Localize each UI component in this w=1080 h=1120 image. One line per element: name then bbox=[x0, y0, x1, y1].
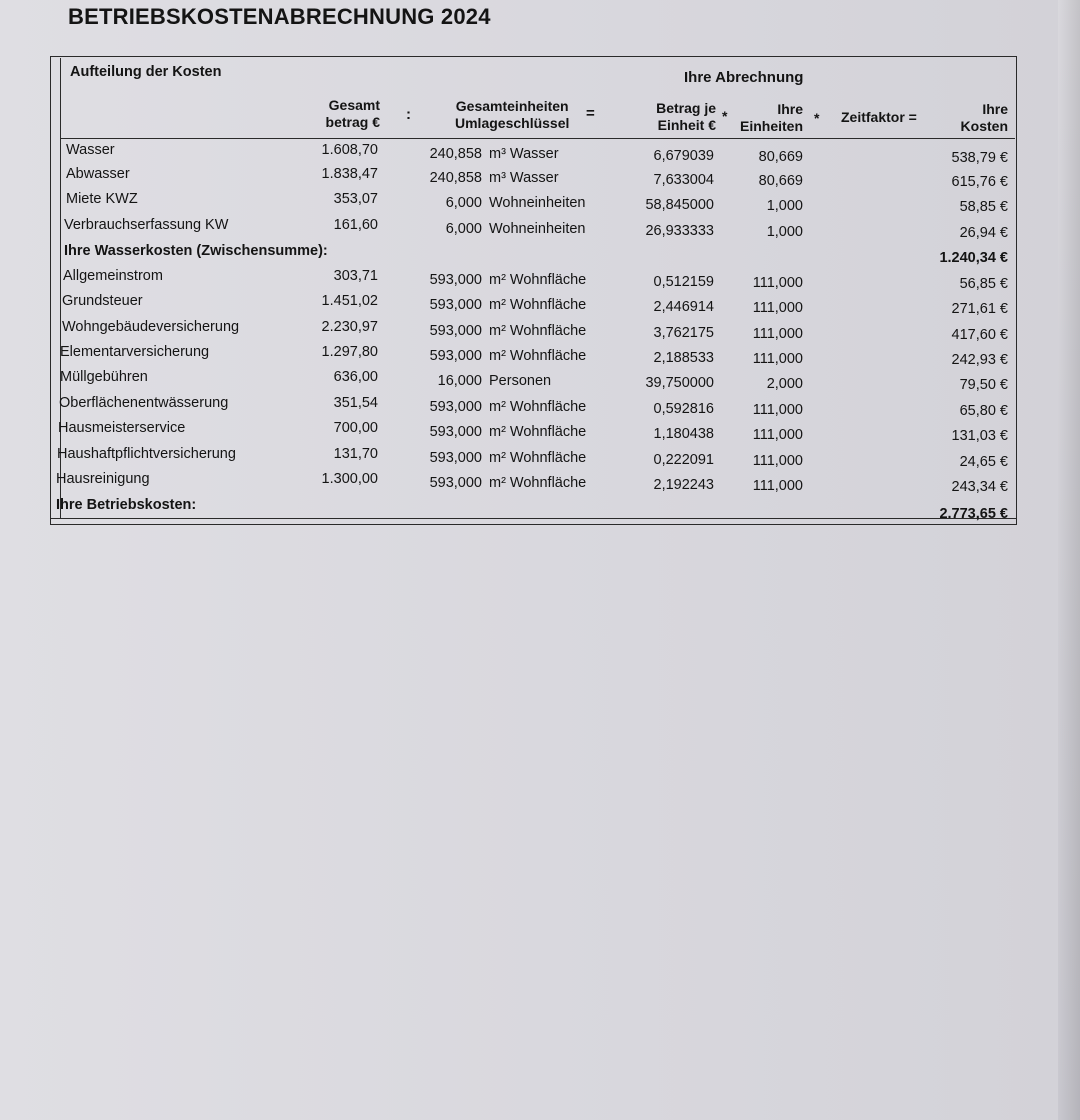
row-label: Abwasser bbox=[66, 166, 130, 182]
header-ihre-einheiten bbox=[740, 101, 803, 135]
row-ihre-einheiten: 1,000 bbox=[766, 198, 803, 214]
header-gesamtbetrag bbox=[326, 97, 380, 131]
row-gesamteinheiten: 593,000 bbox=[429, 348, 482, 364]
row-ihre-kosten: 79,50 € bbox=[959, 377, 1008, 393]
row-label: Hausmeisterservice bbox=[58, 420, 186, 436]
row-betrag-je-einheit: 0,592816 bbox=[653, 401, 714, 417]
row-ihre-kosten: 58,85 € bbox=[959, 199, 1008, 215]
row-umlageschluessel: m² Wohnfläche bbox=[489, 475, 587, 491]
row-gesamtbetrag: 303,71 bbox=[333, 268, 378, 284]
header-ihre-einheiten-line2: Einheiten bbox=[740, 118, 804, 134]
row-ihre-einheiten: 2,000 bbox=[766, 376, 803, 392]
row-label: Allgemeinstrom bbox=[63, 268, 163, 284]
header-separator bbox=[60, 138, 1015, 139]
row-gesamtbetrag: 1.297,80 bbox=[321, 344, 378, 360]
row-gesamtbetrag: 353,07 bbox=[333, 191, 378, 207]
header-betrag-je-line1: Betrag je bbox=[656, 100, 716, 116]
row-betrag-je-einheit: 3,762175 bbox=[653, 325, 714, 341]
row-ihre-einheiten: 111,000 bbox=[752, 300, 803, 316]
row-gesamteinheiten: 593,000 bbox=[429, 475, 482, 491]
row-umlageschluessel: m² Wohnfläche bbox=[489, 348, 587, 364]
row-gesamtbetrag: 1.300,00 bbox=[321, 471, 378, 487]
row-gesamtbetrag: 700,00 bbox=[333, 420, 378, 436]
row-gesamteinheiten: 240,858 bbox=[429, 146, 482, 162]
row-umlageschluessel: m³ Wasser bbox=[489, 146, 559, 162]
header-ihre-kosten bbox=[961, 101, 1008, 135]
operator-multiply-2: * bbox=[814, 110, 820, 126]
header-gesamteinheiten-line2: Umlageschlüssel bbox=[455, 115, 570, 131]
row-gesamteinheiten: 593,000 bbox=[429, 399, 482, 415]
row-gesamteinheiten: 593,000 bbox=[429, 272, 482, 288]
row-ihre-einheiten: 1,000 bbox=[766, 224, 803, 240]
subtotal-label: Ihre Wasserkosten (Zwischensumme): bbox=[64, 243, 328, 259]
total-value: 2.773,65 € bbox=[939, 506, 1008, 522]
row-betrag-je-einheit: 0,222091 bbox=[653, 452, 714, 468]
row-umlageschluessel: m³ Wasser bbox=[489, 170, 559, 186]
subtotal-value: 1.240,34 € bbox=[939, 250, 1008, 266]
header-zeitfaktor: Zeitfaktor = bbox=[841, 109, 917, 125]
row-ihre-einheiten: 80,669 bbox=[758, 173, 803, 189]
header-gesamtbetrag-line2: betrag € bbox=[325, 114, 380, 130]
row-label: Wasser bbox=[66, 142, 115, 158]
row-label: Haushaftpflichtversicherung bbox=[57, 446, 236, 462]
row-betrag-je-einheit: 7,633004 bbox=[653, 172, 714, 188]
row-gesamtbetrag: 351,54 bbox=[333, 395, 378, 411]
row-ihre-kosten: 56,85 € bbox=[959, 276, 1008, 292]
row-ihre-kosten: 24,65 € bbox=[959, 454, 1008, 470]
row-gesamtbetrag: 1.451,02 bbox=[321, 293, 378, 309]
row-label: Oberflächenentwässerung bbox=[59, 395, 229, 411]
row-label: Miete KWZ bbox=[66, 191, 138, 207]
paper-edge-shadow bbox=[1058, 0, 1080, 1120]
row-umlageschluessel: m² Wohnfläche bbox=[489, 272, 587, 288]
row-umlageschluessel: m² Wohnfläche bbox=[489, 450, 587, 466]
row-betrag-je-einheit: 39,750000 bbox=[645, 375, 714, 391]
row-ihre-einheiten: 111,000 bbox=[752, 326, 803, 342]
row-betrag-je-einheit: 2,192243 bbox=[653, 477, 714, 493]
row-gesamtbetrag: 1.608,70 bbox=[321, 142, 378, 158]
row-betrag-je-einheit: 2,446914 bbox=[653, 299, 714, 315]
row-umlageschluessel: Wohneinheiten bbox=[489, 195, 586, 211]
row-gesamtbetrag: 161,60 bbox=[333, 217, 378, 233]
row-gesamtbetrag: 2.230,97 bbox=[321, 319, 378, 335]
row-umlageschluessel: Personen bbox=[489, 373, 552, 389]
header-ihre-kosten-line1: Ihre bbox=[982, 101, 1008, 117]
row-umlageschluessel: m² Wohnfläche bbox=[489, 297, 587, 313]
row-ihre-einheiten: 111,000 bbox=[752, 453, 803, 469]
row-ihre-einheiten: 80,669 bbox=[758, 149, 803, 165]
row-ihre-kosten: 65,80 € bbox=[959, 403, 1008, 419]
header-ihre-kosten-line2: Kosten bbox=[960, 118, 1008, 134]
document-title: BETRIEBSKOSTENABRECHNUNG 2024 bbox=[68, 4, 491, 29]
row-ihre-einheiten: 111,000 bbox=[752, 275, 803, 291]
row-gesamtbetrag: 1.838,47 bbox=[321, 166, 378, 182]
row-ihre-einheiten: 111,000 bbox=[752, 478, 803, 494]
row-label: Hausreinigung bbox=[56, 471, 150, 487]
operator-equals: = bbox=[586, 105, 595, 122]
row-ihre-kosten: 243,34 € bbox=[951, 479, 1008, 495]
header-betrag-je-line2: Einheit € bbox=[657, 117, 716, 133]
row-ihre-kosten: 26,94 € bbox=[959, 225, 1008, 241]
operator-multiply-1: * bbox=[722, 108, 728, 124]
row-ihre-einheiten: 111,000 bbox=[752, 351, 803, 367]
row-gesamteinheiten: 593,000 bbox=[429, 424, 482, 440]
row-umlageschluessel: m² Wohnfläche bbox=[489, 399, 587, 415]
row-ihre-kosten: 242,93 € bbox=[951, 352, 1008, 368]
row-ihre-kosten: 417,60 € bbox=[951, 327, 1008, 343]
row-label: Müllgebühren bbox=[60, 369, 148, 385]
row-betrag-je-einheit: 58,845000 bbox=[645, 197, 714, 213]
header-betrag-je-einheit bbox=[656, 100, 716, 134]
section-right-heading: Ihre Abrechnung bbox=[684, 69, 804, 86]
table-bottom-rule bbox=[50, 518, 1017, 519]
operator-divide: : bbox=[406, 106, 411, 123]
row-betrag-je-einheit: 1,180438 bbox=[653, 426, 714, 442]
row-label: Verbrauchserfassung KW bbox=[64, 217, 229, 233]
row-umlageschluessel: m² Wohnfläche bbox=[489, 323, 587, 339]
total-label: Ihre Betriebskosten: bbox=[56, 497, 197, 513]
row-umlageschluessel: m² Wohnfläche bbox=[489, 424, 587, 440]
header-gesamtbetrag-line1: Gesamt bbox=[328, 97, 380, 113]
row-ihre-einheiten: 111,000 bbox=[752, 402, 803, 418]
row-ihre-kosten: 131,03 € bbox=[951, 428, 1008, 444]
row-gesamteinheiten: 240,858 bbox=[429, 170, 482, 186]
row-gesamteinheiten: 6,000 bbox=[445, 195, 482, 211]
row-label: Elementarversicherung bbox=[60, 344, 210, 360]
row-gesamteinheiten: 16,000 bbox=[437, 373, 482, 389]
row-gesamtbetrag: 131,70 bbox=[333, 446, 378, 462]
row-betrag-je-einheit: 6,679039 bbox=[653, 148, 714, 164]
row-betrag-je-einheit: 0,512159 bbox=[653, 274, 714, 290]
row-ihre-einheiten: 111,000 bbox=[752, 427, 803, 443]
row-gesamtbetrag: 636,00 bbox=[333, 369, 378, 385]
row-label: Wohngebäudeversicherung bbox=[62, 319, 240, 335]
row-betrag-je-einheit: 26,933333 bbox=[645, 223, 714, 239]
row-gesamteinheiten: 6,000 bbox=[445, 221, 482, 237]
row-gesamteinheiten: 593,000 bbox=[429, 297, 482, 313]
row-umlageschluessel: Wohneinheiten bbox=[489, 221, 586, 237]
header-gesamteinheiten-line1: Gesamteinheiten bbox=[455, 98, 569, 114]
row-label: Grundsteuer bbox=[62, 293, 143, 309]
row-ihre-kosten: 271,61 € bbox=[951, 301, 1008, 317]
row-gesamteinheiten: 593,000 bbox=[429, 450, 482, 466]
row-ihre-kosten: 538,79 € bbox=[951, 150, 1008, 166]
header-gesamteinheiten bbox=[455, 98, 569, 132]
row-ihre-kosten: 615,76 € bbox=[951, 174, 1008, 190]
row-betrag-je-einheit: 2,188533 bbox=[653, 350, 714, 366]
row-gesamteinheiten: 593,000 bbox=[429, 323, 482, 339]
section-left-heading: Aufteilung der Kosten bbox=[70, 64, 222, 80]
header-ihre-einheiten-line1: Ihre bbox=[777, 101, 804, 117]
